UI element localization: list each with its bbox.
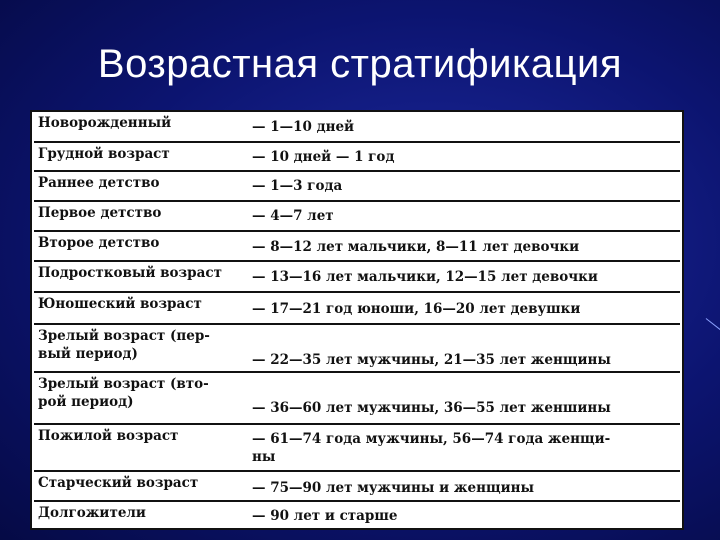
- decorative-line: [706, 318, 720, 331]
- row-label: Старческий возраст: [38, 475, 199, 491]
- row-label: Подростковый возраст: [38, 265, 222, 281]
- table-row: [34, 470, 680, 500]
- row-label: Долгожители: [38, 505, 146, 521]
- table-row: [34, 323, 680, 371]
- table-row: [34, 200, 680, 230]
- row-label: Юношеский возраст: [38, 296, 202, 312]
- row-value: — 13—16 лет мальчики, 12—15 лет девочки: [252, 269, 598, 285]
- table-row: [34, 230, 680, 260]
- table-row: [34, 141, 680, 170]
- row-label: Второе детство: [38, 235, 160, 251]
- row-label: Пожилой возраст: [38, 428, 179, 444]
- row-value: — 17—21 год юноши, 16—20 лет девушки: [252, 301, 581, 317]
- row-label: Грудной возраст: [38, 146, 170, 162]
- row-label: Раннее детство: [38, 175, 160, 191]
- row-value: — 75—90 лет мужчины и женщины: [252, 480, 535, 496]
- row-value: — 61—74 года мужчины, 56—74 года женщи- ны: [252, 431, 611, 465]
- age-table: [30, 110, 684, 530]
- table-row: [34, 291, 680, 323]
- row-label: Новорожденный: [38, 115, 172, 131]
- table-row: [34, 371, 680, 423]
- row-value: — 36—60 лет мужчины, 36—55 лет женшины: [252, 400, 611, 416]
- table-row: [34, 170, 680, 200]
- row-value: — 22—35 лет мужчины, 21—35 лет женщины: [252, 352, 611, 368]
- row-value: — 1—10 дней: [252, 119, 355, 135]
- row-value: — 10 дней — 1 год: [252, 149, 395, 165]
- table-row: [34, 112, 680, 141]
- row-value: — 8—12 лет мальчики, 8—11 лет девочки: [252, 239, 580, 255]
- row-label: Первое детство: [38, 205, 162, 221]
- table-row: [34, 260, 680, 291]
- table-row: [34, 423, 680, 470]
- row-value: — 1—3 года: [252, 178, 343, 194]
- row-label: Зрелый возраст (пер- вый период): [38, 328, 210, 362]
- row-value: — 90 лет и старше: [252, 508, 398, 524]
- row-value: — 4—7 лет: [252, 208, 334, 224]
- slide-title: Возрастная стратификация: [97, 42, 623, 86]
- row-label: Зрелый возраст (вто- рой период): [38, 376, 209, 410]
- table-row: [34, 500, 680, 528]
